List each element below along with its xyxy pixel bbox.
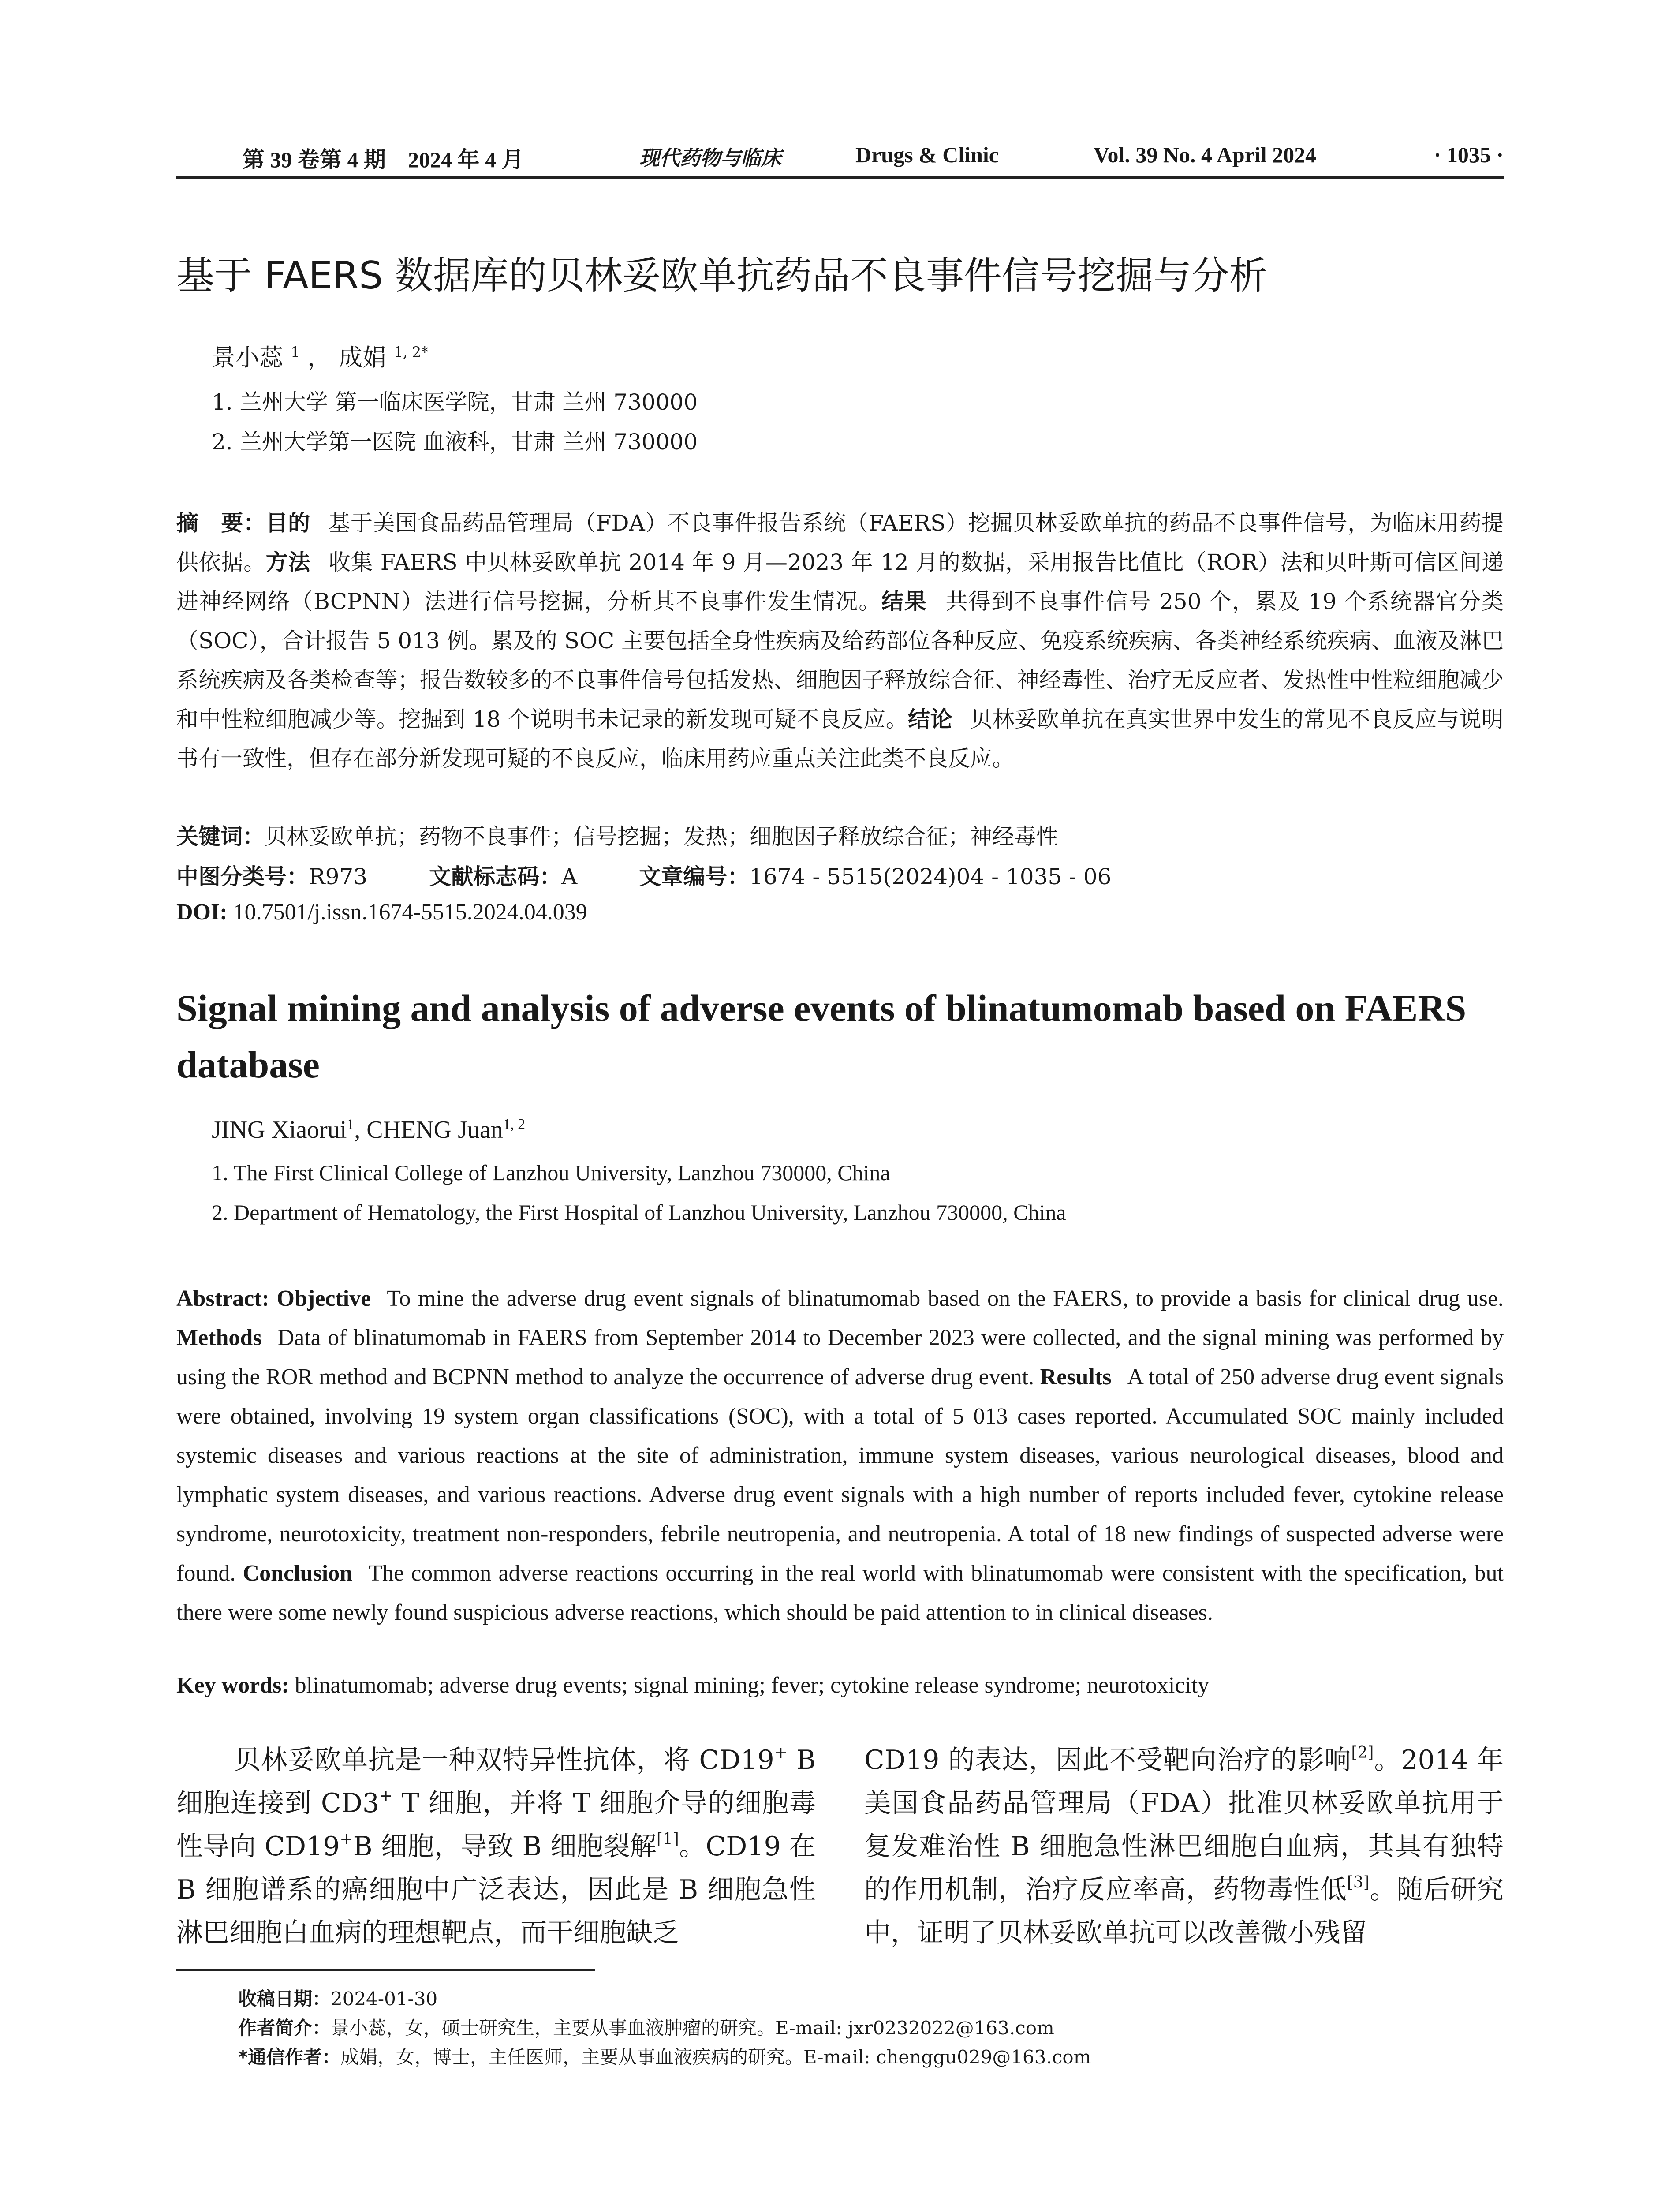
received-label: 收稿日期： bbox=[238, 1988, 331, 2010]
header-rule bbox=[176, 176, 1504, 179]
citation-2[interactable]: [2] bbox=[1351, 1743, 1374, 1762]
methods-cn-text: 收集 FAERS 中贝林妥欧单抗 2014 年 9 月—2023 年 12 月的数据，采用报告比值比（ROR）法和贝叶斯可信区间递进神经网络（BCPNN）法进行信号挖掘，分析其不良事件发生情况。 bbox=[176, 549, 1504, 614]
page-number: · 1035 · bbox=[1434, 142, 1504, 167]
body-left-sup-2: + bbox=[379, 1786, 393, 1805]
author-2-name: 成娟 bbox=[339, 344, 387, 371]
objective-en-text: To mine the adverse drug event signals of blinatumomab based on the FAERS, to provide a basis for clinical drug use. bbox=[387, 1286, 1504, 1311]
affiliation-en-1: 1. The First Clinical College of Lanzhou University, Lanzhou 730000, China bbox=[212, 1160, 890, 1185]
running-header bbox=[176, 142, 1504, 177]
keywords-en bbox=[176, 1672, 1504, 1698]
issue-cn: 第 39 卷第 4 期 2024 年 4 月 bbox=[243, 147, 524, 172]
body-column-left bbox=[176, 1738, 816, 1955]
methods-en-label: Methods bbox=[176, 1325, 262, 1350]
doi-link[interactable]: 10.7501/j.issn.1674-5515.2024.04.039 bbox=[233, 900, 587, 925]
body-left-sup-3: + bbox=[340, 1830, 353, 1848]
article-no-label: 文章编号： bbox=[639, 864, 750, 889]
footnote-author bbox=[238, 2014, 1054, 2040]
methods-en-text: Data of blinatumomab in FAERS from September 2014 to December 2023 were collected, and the signal mining was performed by using the ROR method and BCPNN method to analyze the occurrence of adverse drug event. bbox=[176, 1325, 1504, 1390]
clc-label: 中图分类号： bbox=[176, 864, 309, 889]
results-en-label: Results bbox=[1040, 1364, 1112, 1390]
abstract-en-label: Abstract: bbox=[176, 1286, 269, 1311]
author-bio-text: 景小蕊，女，硕士研究生，主要从事血液肿瘤的研究。E-mail: jxr0232022@163.com bbox=[331, 2017, 1054, 2039]
results-cn-label: 结果 bbox=[881, 589, 927, 614]
abstract-en bbox=[176, 1279, 1504, 1632]
affiliation-en-2: 2. Department of Hematology, the First Hospital of Lanzhou University, Lanzhou 730000, China bbox=[212, 1200, 1066, 1225]
body-left-text-5: 。CD19 在 B 细胞谱系的癌细胞中广泛表达，因此是 B 细胞急性淋巴细胞白血病的理想靶点，而干细胞缺乏 bbox=[176, 1831, 816, 1948]
body-left-text-4: B 细胞，导致 B 细胞裂解 bbox=[353, 1831, 657, 1862]
objective-cn-text: 基于美国食品药品管理局（FDA）不良事件报告系统（FAERS）挖掘贝林妥欧单抗的药品不良事件信号，为临床用药提供依据。 bbox=[176, 510, 1504, 575]
doi-label: DOI: bbox=[176, 900, 228, 925]
doc-code-value: A bbox=[561, 864, 578, 889]
author-1-name: 景小蕊 bbox=[212, 344, 283, 371]
results-en-text: A total of 250 adverse drug event signals were obtained, involving 19 system organ classifications (SOC), with a total of 5 013 cases reported. Accumulated SOC mainly included systemic diseases and various reactions at the site of administration, immune system diseases, various neurological diseases, blood and lymphatic system diseases, and various reactions. Adverse drug event signals with a high number of reports included fever, cytokine release syndrome, neurotoxicity, treatment non-responders, febrile neutropenia, and neutropenia. A total of 18 new findings of suspected adverse were found. bbox=[176, 1364, 1504, 1586]
footnote-corresponding bbox=[238, 2043, 1091, 2069]
author-2-affil-en: 1, 2 bbox=[503, 1116, 526, 1132]
title-cn: 基于 FAERS 数据库的贝林妥欧单抗药品不良事件信号挖掘与分析 bbox=[176, 254, 1267, 298]
authors-cn bbox=[212, 339, 428, 373]
journal-name-cn: 现代药物与临床 bbox=[639, 146, 781, 170]
keywords-cn bbox=[176, 819, 1058, 851]
keywords-en-label: Key words: bbox=[176, 1673, 289, 1698]
keywords-cn-label: 关键词： bbox=[176, 824, 265, 849]
body-left-text-1: 贝林妥欧单抗是一种双特异性抗体，将 CD19 bbox=[234, 1745, 774, 1775]
footnote-received bbox=[238, 1984, 437, 2011]
body-right-text-1: CD19 的表达，因此不受靶向治疗的影响 bbox=[864, 1745, 1351, 1775]
author-1-affil-en: 1 bbox=[347, 1116, 355, 1132]
conclusion-cn-text: 贝林妥欧单抗在真实世界中发生的常见不良反应与说明书有一致性，但存在部分新发现可疑的不良反应，临床用药应重点关注此类不良反应。 bbox=[176, 706, 1504, 771]
footnote-rule bbox=[176, 1969, 595, 1971]
author-1-affil: 1 bbox=[291, 344, 300, 361]
keywords-en-text: blinatumomab; adverse drug events; signal mining; fever; cytokine release syndrome; neurotoxicity bbox=[295, 1673, 1210, 1698]
author-separator-en: , bbox=[354, 1116, 367, 1144]
journal-name-en: Drugs & Clinic bbox=[855, 142, 999, 167]
article-no-value: 1674 - 5515(2024)04 - 1035 - 06 bbox=[749, 864, 1112, 889]
body-left-sup-1: + bbox=[774, 1743, 788, 1762]
conclusion-cn-label: 结论 bbox=[908, 706, 952, 732]
citation-3[interactable]: [3] bbox=[1347, 1873, 1370, 1891]
author-bio-label: 作者简介： bbox=[238, 2017, 331, 2039]
objective-en-label: Objective bbox=[276, 1286, 371, 1311]
abstract-cn bbox=[176, 504, 1504, 778]
author-1-name-en: JING Xiaorui bbox=[212, 1116, 347, 1144]
conclusion-en-text: The common adverse reactions occurring in the real world with blinatumomab were consistent with the specification, but there were some newly found suspicious adverse reactions, which should be paid attention to in clinical diseases. bbox=[176, 1561, 1504, 1625]
body-column-right bbox=[864, 1738, 1504, 1955]
affiliation-cn-2: 2. 兰州大学第一医院 血液科，甘肃 兰州 730000 bbox=[212, 429, 698, 455]
results-cn-text: 共得到不良事件信号 250 个，累及 19 个系统器官分类（SOC），合计报告 5 013 例。累及的 SOC 主要包括全身性疾病及给药部位各种反应、免疫系统疾病、各类神经系统疾病、血液及淋巴系统疾病及各类检查等；报告数较多的不良事件信号包括发热、细胞因子释放综合征、神经毒性、治疗无反应者、发热性中性粒细胞减少和中性粒细胞减少等。挖掘到 18 个说明书未记录的新发现可疑不良反应。 bbox=[176, 589, 1504, 732]
methods-cn-label: 方法 bbox=[265, 549, 311, 575]
citation-1[interactable]: [1] bbox=[656, 1830, 679, 1848]
conclusion-en-label: Conclusion bbox=[243, 1561, 353, 1586]
body-right-text-2: 。2014 年美国食品药品管理局（FDA）批准贝林妥欧单抗用于复发难治性 B 细胞急性淋巴细胞白血病，其具有独特的作用机制，治疗反应率高，药物毒性低 bbox=[864, 1745, 1504, 1905]
abstract-cn-label: 摘 要： bbox=[176, 510, 266, 536]
title-en: Signal mining and analysis of adverse events of blinatumomab based on FAERS database bbox=[176, 987, 1467, 1086]
classification-line bbox=[176, 859, 1112, 891]
received-date: 2024-01-30 bbox=[331, 1988, 438, 2010]
affiliation-cn-1: 1. 兰州大学 第一临床医学院，甘肃 兰州 730000 bbox=[212, 389, 698, 415]
body-right-text-3: 。随后研究中，证明了贝林妥欧单抗可以改善微小残留 bbox=[864, 1874, 1504, 1948]
body-left-text-2: B 细胞连接到 CD3 bbox=[176, 1745, 816, 1819]
doi-line bbox=[176, 899, 587, 925]
objective-cn-label: 目的 bbox=[265, 510, 310, 536]
author-separator: ， bbox=[307, 344, 331, 371]
corresponding-label: *通信作者： bbox=[238, 2046, 340, 2068]
clc-value: R973 bbox=[309, 864, 368, 889]
doc-code-label: 文献标志码： bbox=[429, 864, 562, 889]
author-2-affil: 1, 2* bbox=[394, 344, 429, 361]
volume-en: Vol. 39 No. 4 April 2024 bbox=[1094, 142, 1317, 167]
body-left-text-3: T 细胞，并将 T 细胞介导的细胞毒性导向 CD19 bbox=[176, 1788, 816, 1862]
authors-en bbox=[212, 1116, 525, 1144]
author-2-name-en: CHENG Juan bbox=[366, 1116, 503, 1144]
corresponding-text: 成娟，女，博士，主任医师，主要从事血液疾病的研究。E-mail: chenggu029@163.com bbox=[340, 2046, 1091, 2068]
keywords-cn-text: 贝林妥欧单抗；药物不良事件；信号挖掘；发热；细胞因子释放综合征；神经毒性 bbox=[265, 824, 1058, 849]
